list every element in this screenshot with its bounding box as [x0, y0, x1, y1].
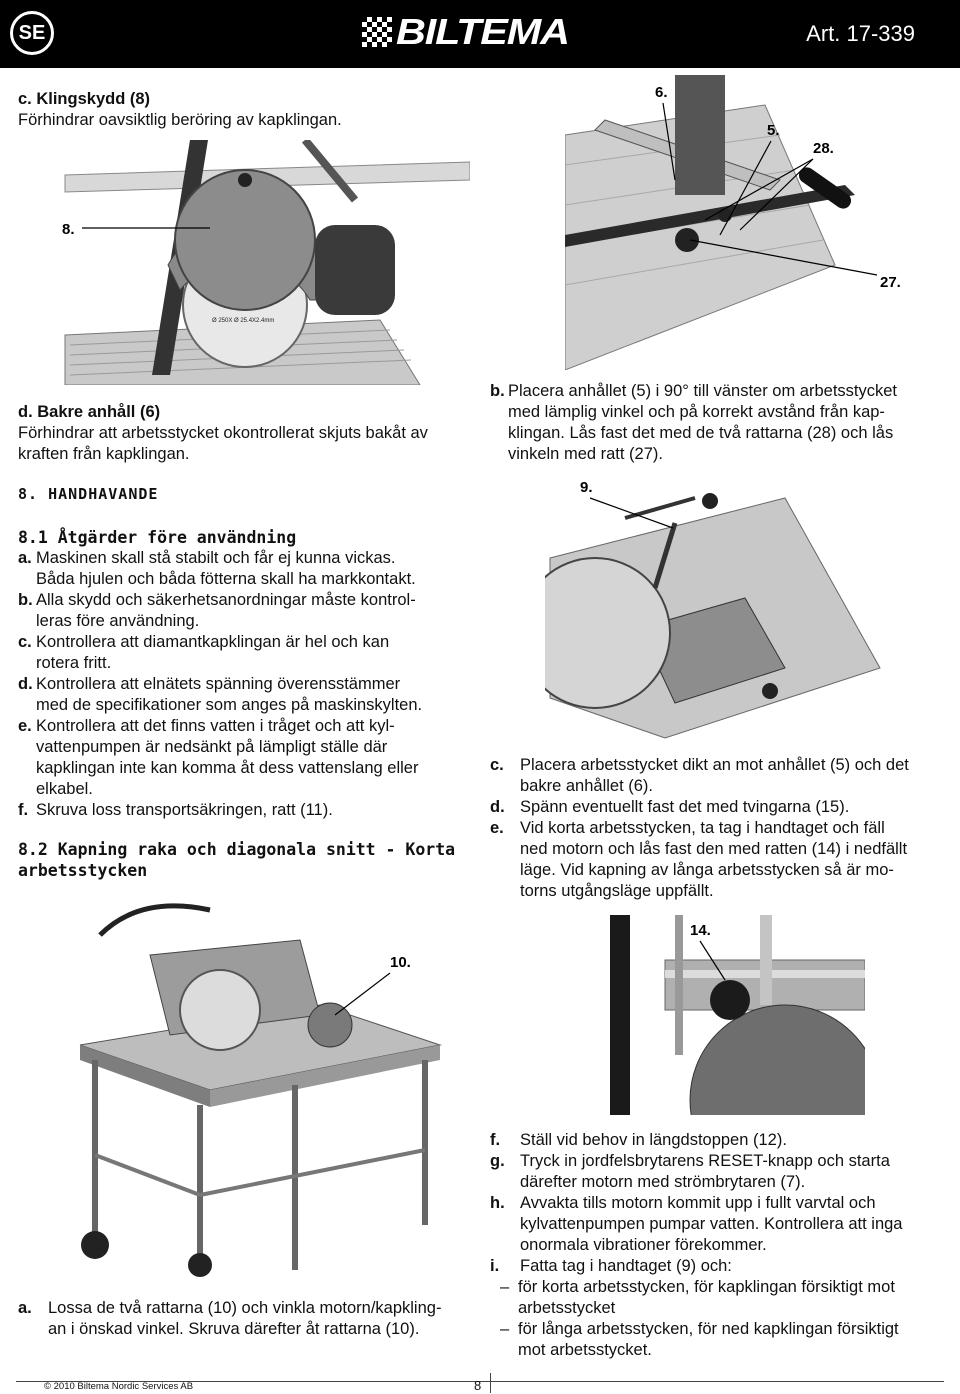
checklist-item [18, 800, 478, 821]
step-item [490, 1256, 945, 1277]
item-line: Kontrollera att elnätets spänning överensstämmer [36, 675, 401, 693]
section-8-2-title-line2: arbetsstycken [18, 861, 148, 880]
brand-logo [362, 11, 569, 52]
callout-10: 10. [390, 954, 411, 971]
item-line: med lämplig vinkel och på korrekt avstånd från kap- [508, 403, 885, 421]
callout-6: 6. [655, 84, 668, 101]
rear-stop-text-1: Förhindrar att arbetsstycket okontrollerat skjuts bakåt av [18, 424, 428, 442]
brace [95, 1155, 200, 1195]
rod [760, 915, 772, 1005]
item-line: Båda hjulen och båda fötterna skall ha markkontakt. [36, 570, 416, 588]
stop-fence-figure [565, 75, 935, 370]
item-line: läge. Vid kapning av långa arbetsstycken så är mo- [520, 861, 894, 879]
item-line: kapklingan inte kan komma åt dess vattenslang eller [36, 759, 419, 777]
blade [180, 970, 260, 1050]
article-number: Art. 17-339 [806, 21, 915, 46]
rear-stop-heading: d. Bakre anhåll (6) [18, 403, 161, 421]
step-item [490, 1193, 945, 1256]
item-letter: a. [18, 549, 32, 567]
dash-marker: – [500, 1320, 510, 1338]
callout-10-line [335, 973, 390, 1015]
dash-marker: – [500, 1278, 510, 1296]
guard-disc [175, 170, 315, 310]
item-line: vattenpumpen är nedsänkt på lämpligt ställe där [36, 738, 388, 756]
item-letter: f. [18, 801, 29, 819]
item-line: torns utgångsläge uppfällt. [520, 882, 714, 900]
item-letter: c. [18, 633, 32, 651]
item-letter: d. [18, 675, 33, 693]
knob-28 [718, 208, 732, 222]
item-line: vinkeln med ratt (27). [508, 445, 663, 463]
item-letter: b. [18, 591, 33, 609]
page-number: 8 [474, 1378, 482, 1393]
step-b [490, 381, 945, 465]
steps-f-g-h-i [490, 1130, 945, 1361]
step-item [490, 818, 945, 902]
item-line: Kontrollera att diamantkapklingan är hel och kan [36, 633, 390, 651]
item-line: arbetsstycket [518, 1299, 616, 1317]
callout-8: 8. [62, 221, 75, 238]
callout-28: 28. [813, 140, 834, 157]
item-line: mot arbetsstycket. [518, 1341, 652, 1359]
knob-14 [710, 980, 750, 1020]
knob [238, 173, 252, 187]
step-item [18, 1298, 478, 1340]
item-letter: g. [490, 1152, 505, 1170]
brand-wordmark: BILTEMA [396, 11, 569, 52]
item-letter: d. [490, 798, 505, 816]
item-line: klingan. Lås fast det med de två rattarna (28) och lås [508, 424, 894, 442]
item-line: Tryck in jordfelsbrytarens RESET-knapp och starta [520, 1152, 890, 1170]
item-letter: e. [18, 717, 32, 735]
blade-guard-text: Förhindrar oavsiktlig beröring av kapklingan. [18, 111, 342, 129]
section-8-2-title-line1: 8.2 Kapning raka och diagonala snitt - Korta [18, 840, 456, 859]
callout-5: 5. [767, 122, 780, 139]
item-line: med de specifikationer som anges på maskinskylten. [36, 696, 423, 714]
item-letter: h. [490, 1194, 505, 1212]
angle-plate [308, 1003, 352, 1047]
cable [100, 906, 210, 935]
item-line: bakre anhållet (6). [520, 777, 653, 795]
section-8-2-title [18, 839, 478, 881]
checklist-item [18, 548, 478, 590]
item-letter: f. [490, 1131, 501, 1149]
step-item [490, 797, 945, 818]
cable-chain [610, 915, 630, 1115]
knob [702, 493, 718, 509]
callout-9: 9. [580, 479, 593, 496]
lock-knob-figure [595, 915, 865, 1115]
callout-9-line [590, 498, 673, 528]
item-line: Skruva loss transportsäkringen, ratt (11). [36, 801, 333, 819]
item-line: Maskinen skall stå stabilt och får ej kunna vickas. [36, 549, 396, 567]
item-line: Placera arbetsstycket dikt an mot anhållet (5) och det [520, 756, 909, 774]
item-line: onormala vibrationer förekommer. [520, 1236, 767, 1254]
item-line: Lossa de två rattarna (10) och vinkla motorn/kapkling- [48, 1299, 442, 1317]
item-line: Avvakta tills motorn kommit upp i fullt varvtal och [520, 1194, 876, 1212]
wheel [81, 1231, 109, 1259]
rear-post [675, 75, 725, 195]
item-line: rotera fritt. [36, 654, 112, 672]
step-item [490, 381, 945, 465]
language-badge: SE [10, 11, 54, 55]
knob-27 [675, 228, 699, 252]
section-8-title: 8. HANDHAVANDE [18, 485, 159, 503]
item-letter: e. [490, 819, 504, 837]
section-8-1-title: 8.1 Åtgärder före användning [18, 528, 297, 547]
item-letter: b. [490, 382, 505, 400]
dash-item [490, 1319, 945, 1361]
item-line: Spänn eventuellt fast det med tvingarna (15). [520, 798, 850, 816]
motor [315, 225, 395, 315]
blade-guard-figure [60, 140, 470, 385]
step-item [490, 755, 945, 797]
item-line: därefter motorn med strömbrytaren (7). [520, 1173, 806, 1191]
step-item [490, 1151, 945, 1193]
item-line: för långa arbetsstycken, för ned kapklingan försiktigt [518, 1320, 899, 1338]
checklist-item [18, 632, 478, 674]
checklist-item [18, 590, 478, 632]
step-a [18, 1298, 478, 1340]
saw-stand-figure [60, 895, 480, 1285]
workpiece-figure [545, 478, 885, 743]
blade-marking: Ø 250X Ø 25.4X2.4mm [212, 318, 275, 324]
brace [200, 1150, 425, 1195]
wheel [188, 1253, 212, 1277]
copyright: © 2010 Biltema Nordic Services AB [44, 1381, 194, 1392]
dash-item [490, 1277, 945, 1319]
callout-27: 27. [880, 274, 901, 291]
footer-divider [490, 1373, 491, 1393]
checkered-flag-icon [362, 17, 392, 47]
knob [762, 683, 778, 699]
item-line: ned motorn och lås fast den med ratten (14) i nedfällt [520, 840, 908, 858]
blade-guard-heading: c. Klingskydd (8) [18, 90, 151, 108]
section-c-blade-guard [18, 89, 458, 131]
pre-use-checklist [18, 548, 478, 821]
item-line: Ställ vid behov in längdstoppen (12). [520, 1131, 787, 1149]
item-line: elkabel. [36, 780, 93, 798]
callout-14: 14. [690, 922, 711, 939]
item-letter: a. [18, 1299, 32, 1317]
item-line: för korta arbetsstycken, för kapklingan försiktigt mot [518, 1278, 895, 1296]
item-letter: i. [490, 1257, 500, 1275]
item-letter: c. [490, 756, 504, 774]
item-line: Alla skydd och säkerhetsanordningar måste kontrol- [36, 591, 416, 609]
section-d-rear-stop [18, 402, 478, 465]
item-line: kylvattenpumpen pumpar vatten. Kontrollera att inga [520, 1215, 903, 1233]
item-line: Placera anhållet (5) i 90° till vänster om arbetsstycket [508, 382, 898, 400]
steps-c-d-e [490, 755, 945, 902]
item-line: Fatta tag i handtaget (9) och: [520, 1257, 732, 1275]
item-line: leras före användning. [36, 612, 200, 630]
item-line: Vid korta arbetsstycken, ta tag i handtaget och fäll [520, 819, 885, 837]
rod [675, 915, 683, 1055]
rear-stop-text-2: kraften från kapklingan. [18, 445, 190, 463]
step-item [490, 1130, 945, 1151]
item-line: an i önskad vinkel. Skruva därefter åt rattarna (10). [48, 1320, 420, 1338]
checklist-item [18, 674, 478, 716]
item-line: Kontrollera att det finns vatten i tråget och att kyl- [36, 717, 395, 735]
checklist-item [18, 716, 478, 800]
